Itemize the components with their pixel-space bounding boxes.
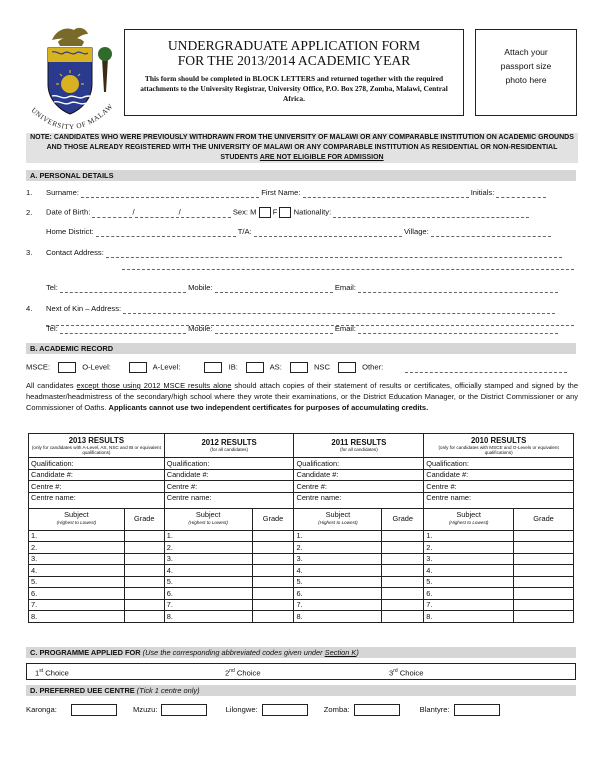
centre-cell[interactable]: Centre #: [29, 481, 165, 493]
section-c-title: C. PROGRAMME APPLIED FOR [30, 648, 143, 657]
grade-cell[interactable] [382, 576, 424, 588]
second-choice-field[interactable] [281, 664, 381, 679]
subject-cell[interactable]: 6. [294, 588, 382, 600]
centre-name-cell[interactable]: Centre name: [294, 492, 424, 508]
sex-female-checkbox[interactable] [279, 207, 291, 218]
grade-cell[interactable] [514, 588, 574, 600]
msce-checkbox[interactable] [58, 362, 76, 373]
subject-cell[interactable]: 3. [29, 553, 125, 565]
para-start: All candidates [26, 381, 77, 390]
grade-cell[interactable] [252, 611, 294, 623]
subject-cell[interactable]: 5. [164, 576, 252, 588]
para-bold: Applicants cannot use two independent certificates for purposes of accumulating credits. [108, 403, 429, 412]
as-label: AS: [269, 362, 282, 372]
sex-male-checkbox[interactable] [259, 207, 271, 218]
uee-centre-row [26, 703, 582, 717]
svg-text:UNIVERSITY OF MALAWI [22, 22, 115, 131]
item-number: 1. [26, 188, 33, 197]
nsc-label: NSC [313, 362, 330, 372]
note-text: NOTE: CANDIDATES WHO WERE PREVIOUSLY WITHDRAWN FROM THE UNIVERSITY OF MALAWI OR ANY COMPARABLE INSTITUTION ON ACADEMIC GROUNDS AND THOSE ALREADY REGISTERED WITH THE UNIVERSITY OF MALAWI OR ANY COMPARABLE INSTITUTION AS RESIDENTIAL OR NON-RESIDENTIAL STUDENTS [30, 134, 574, 161]
next-of-kin-row [26, 304, 582, 314]
grade-cell[interactable] [252, 553, 294, 565]
grade-cell[interactable] [252, 530, 294, 542]
sex-female-label: F [272, 207, 278, 217]
other-field[interactable] [405, 365, 567, 373]
grade-cell[interactable] [124, 542, 164, 554]
next-of-kin-field[interactable] [123, 306, 555, 314]
subject-row [29, 530, 574, 542]
kin-tel-label: Tel: [46, 324, 58, 333]
subject-header: Subject (Highest to Lowest) [29, 508, 125, 530]
ta-field[interactable] [254, 229, 402, 237]
grade-cell[interactable] [124, 599, 164, 611]
kin-mobile-label: Mobile: [188, 324, 213, 333]
candidate-cell[interactable]: Candidate #: [164, 469, 294, 481]
grade-header: Grade [252, 508, 294, 530]
grade-cell[interactable] [124, 530, 164, 542]
subject-cell[interactable]: 2. [29, 542, 125, 554]
a-level-label: A-Level: [152, 362, 181, 372]
eligibility-note [26, 133, 578, 163]
subject-cell[interactable]: 8. [29, 611, 125, 623]
dob-day-field[interactable] [92, 210, 132, 218]
grade-cell[interactable] [382, 530, 424, 542]
results-2010-header: 2010 RESULTS (only for candidates with MSCE and O-Levels or equivalent qualifications) [424, 434, 574, 458]
third-choice-label: 3rd Choice [389, 668, 424, 678]
candidate-cell[interactable]: Candidate #: [29, 469, 165, 481]
grade-cell[interactable] [252, 565, 294, 577]
mobile-label: Mobile: [188, 283, 213, 292]
photo-box-text: Attach your passport size photo here [500, 47, 552, 85]
a-level-checkbox[interactable] [204, 362, 222, 373]
grade-cell[interactable] [382, 611, 424, 623]
grade-cell[interactable] [514, 553, 574, 565]
mzuzu-checkbox[interactable] [161, 704, 207, 716]
centre-name-cell[interactable]: Centre name: [29, 492, 165, 508]
subject-cell[interactable]: 5. [424, 576, 514, 588]
lilongwe-label: Lilongwe: [225, 705, 258, 714]
blantyre-checkbox[interactable] [454, 704, 500, 716]
second-choice-label: 2nd Choice [225, 668, 261, 678]
section-c-note-end: ) [356, 648, 359, 657]
first-choice-label: 1st Choice [35, 668, 69, 678]
qualification-row [29, 458, 574, 470]
subject-header-row [29, 508, 574, 530]
next-of-kin-label: Next of Kin – Address: [46, 304, 122, 313]
centre-cell[interactable]: Centre #: [294, 481, 424, 493]
karonga-label: Karonga: [26, 705, 57, 714]
contact-address-field-2[interactable] [122, 262, 574, 270]
item-number: 3. [26, 248, 33, 257]
subject-cell[interactable]: 3. [424, 553, 514, 565]
subject-cell[interactable]: 8. [424, 611, 514, 623]
grade-cell[interactable] [514, 576, 574, 588]
results-2012-header: 2012 RESULTS (for all candidates) [164, 434, 294, 458]
as-checkbox[interactable] [290, 362, 308, 373]
subject-cell[interactable]: 8. [164, 611, 252, 623]
subject-cell[interactable]: 1. [164, 530, 252, 542]
grade-cell[interactable] [514, 530, 574, 542]
grade-cell[interactable] [514, 542, 574, 554]
grade-header: Grade [514, 508, 574, 530]
subject-cell[interactable]: 2. [164, 542, 252, 554]
subject-cell[interactable]: 1. [294, 530, 382, 542]
subject-cell[interactable]: 7. [29, 599, 125, 611]
results-2011-header: 2011 RESULTS (for all candidates) [294, 434, 424, 458]
grade-cell[interactable] [124, 588, 164, 600]
subject-cell[interactable]: 7. [164, 599, 252, 611]
certificates-paragraph [26, 380, 578, 413]
grade-cell[interactable] [252, 576, 294, 588]
para-middle: should attach copies of their statement of results or certificates, officially stamped and signed by the headmaster/headmistress of the secondary/high school where they wrote their examinations, or the District Education Manager, or the District Commissioner or any Commissioner of Oaths. [26, 381, 578, 412]
results-2013-header: 2013 RESULTS (only for candidates with A-Level, AS, NSC and IB or equivalent qualifications) [29, 434, 165, 458]
ib-label: IB: [228, 362, 238, 372]
section-d-title: D. PREFERRED UEE CENTRE [30, 686, 137, 695]
programme-choices-row [26, 663, 576, 680]
subject-cell[interactable]: 1. [424, 530, 514, 542]
karonga-checkbox[interactable] [71, 704, 117, 716]
initials-field[interactable] [496, 190, 546, 198]
nsc-checkbox[interactable] [338, 362, 356, 373]
o-level-label: O-Level: [82, 362, 111, 372]
grade-cell[interactable] [124, 553, 164, 565]
subject-header: Subject (Highest to Lowest) [294, 508, 382, 530]
dob-label: Date of Birth: [46, 207, 91, 217]
initials-label: Initials: [470, 188, 495, 197]
subject-cell[interactable]: 3. [164, 553, 252, 565]
item-number: 2. [26, 207, 33, 217]
centre-name-cell[interactable]: Centre name: [424, 492, 574, 508]
subject-header: Subject (Highest to Lowest) [424, 508, 514, 530]
subject-cell[interactable]: 8. [294, 611, 382, 623]
kin-phone-row [26, 324, 582, 334]
email-field[interactable] [358, 285, 558, 293]
subject-cell[interactable]: 5. [294, 576, 382, 588]
dob-year-field[interactable] [181, 210, 231, 218]
grade-cell[interactable] [252, 588, 294, 600]
results-table [28, 433, 574, 623]
centre-name-row [29, 492, 574, 508]
lilongwe-checkbox[interactable] [262, 704, 308, 716]
grade-cell[interactable] [514, 611, 574, 623]
nationality-label: Nationality: [293, 207, 332, 217]
qualification-type-row [26, 362, 582, 373]
village-label: Village: [403, 227, 429, 236]
grade-cell[interactable] [382, 542, 424, 554]
form-title-line-1: UNDERGRADUATE APPLICATION FORM [167, 38, 421, 53]
subject-cell[interactable]: 2. [294, 542, 382, 554]
header-title-box [124, 29, 464, 116]
section-c-note: (Use the corresponding abbreviated codes given under [142, 648, 325, 657]
grade-cell[interactable] [382, 553, 424, 565]
qualification-cell[interactable]: Qualification: [29, 458, 165, 470]
subject-cell[interactable]: 2. [424, 542, 514, 554]
first-choice-field[interactable] [77, 664, 217, 679]
tel-field[interactable] [60, 285, 186, 293]
grade-cell[interactable] [124, 611, 164, 623]
qualification-cell[interactable]: Qualification: [294, 458, 424, 470]
blantyre-label: Blantyre: [419, 705, 450, 714]
grade-cell[interactable] [382, 599, 424, 611]
contact-address-field-1[interactable] [106, 250, 562, 258]
village-field[interactable] [431, 229, 551, 237]
section-b-header: B. ACADEMIC RECORD [26, 343, 576, 354]
msce-label: MSCE: [26, 362, 51, 372]
zomba-label: Zomba: [323, 705, 350, 714]
dob-month-field[interactable] [135, 210, 179, 218]
results-header-row [29, 434, 574, 458]
section-c-header [26, 647, 576, 658]
mzuzu-label: Mzuzu: [132, 705, 158, 714]
subject-row [29, 576, 574, 588]
sex-label: Sex: M [232, 207, 257, 217]
section-d-note: (Tick 1 centre only) [136, 686, 200, 695]
subject-row [29, 611, 574, 623]
subject-cell[interactable]: 7. [294, 599, 382, 611]
subject-cell[interactable]: 6. [424, 588, 514, 600]
grade-cell[interactable] [514, 599, 574, 611]
subject-row [29, 599, 574, 611]
other-label: Other: [362, 362, 384, 372]
third-choice-field[interactable] [441, 664, 571, 679]
kin-email-field[interactable] [358, 326, 558, 334]
kin-mobile-field[interactable] [215, 326, 333, 334]
grade-header: Grade [124, 508, 164, 530]
centre-name-cell[interactable]: Centre name: [164, 492, 294, 508]
tel-label: Tel: [46, 283, 58, 292]
subject-cell[interactable]: 5. [29, 576, 125, 588]
grade-header: Grade [382, 508, 424, 530]
candidate-row [29, 469, 574, 481]
contact-phone-row [26, 283, 582, 293]
note-emphasis: ARE NOT ELIGIBLE FOR ADMISSION [259, 154, 384, 161]
surname-row [26, 188, 582, 198]
surname-label: Surname: [46, 188, 79, 197]
nationality-field[interactable] [333, 210, 529, 218]
home-district-field[interactable] [96, 229, 236, 237]
photo-box[interactable] [475, 29, 577, 116]
contact-address-label: Contact Address: [46, 248, 104, 257]
subject-cell[interactable]: 4. [294, 565, 382, 577]
item-number: 4. [26, 304, 33, 313]
para-underlined: except those using 2012 MSCE results alone [76, 381, 232, 390]
contact-address-row [26, 248, 582, 258]
form-instructions: This form should be completed in BLOCK LETTERS and returned together with the required attachments to the University Registrar, University Office, P.O. Box 278, Zomba, Malawi, Central Africa. [140, 74, 448, 103]
section-k-link[interactable]: Section K [324, 648, 357, 657]
grade-cell[interactable] [252, 542, 294, 554]
qualification-cell[interactable]: Qualification: [424, 458, 574, 470]
kin-email-label: Email: [334, 324, 356, 333]
candidate-cell[interactable]: Candidate #: [294, 469, 424, 481]
centre-cell[interactable]: Centre #: [164, 481, 294, 493]
subject-cell[interactable]: 6. [164, 588, 252, 600]
subject-cell[interactable]: 1. [29, 530, 125, 542]
home-district-label: Home District: [46, 227, 94, 236]
first-name-label: First Name: [261, 188, 301, 197]
grade-cell[interactable] [382, 565, 424, 577]
grade-cell[interactable] [514, 565, 574, 577]
grade-cell[interactable] [124, 565, 164, 577]
logo-text: UNIVERSITY OF MALAW [29, 102, 115, 132]
subject-row [29, 542, 574, 554]
mobile-field[interactable] [215, 285, 333, 293]
grade-cell[interactable] [252, 599, 294, 611]
subject-cell[interactable]: 4. [29, 565, 125, 577]
email-label: Email: [334, 283, 356, 292]
subject-cell[interactable]: 7. [424, 599, 514, 611]
section-a-header: A. PERSONAL DETAILS [26, 170, 576, 181]
grade-cell[interactable] [124, 576, 164, 588]
subject-row [29, 588, 574, 600]
qualification-cell[interactable]: Qualification: [164, 458, 294, 470]
dob-row: 2. Date of Birth: / / Sex: M F Nationality: [26, 207, 582, 218]
o-level-checkbox[interactable] [129, 362, 147, 373]
district-row [26, 227, 582, 237]
first-name-field[interactable] [303, 190, 469, 198]
subject-cell[interactable]: 4. [164, 565, 252, 577]
centre-cell[interactable]: Centre #: [424, 481, 574, 493]
kin-tel-field[interactable] [60, 326, 186, 334]
ib-checkbox[interactable] [246, 362, 264, 373]
ta-label: T/A: [237, 227, 252, 236]
subject-header: Subject (Highest to Lowest) [164, 508, 252, 530]
subject-cell[interactable]: 3. [294, 553, 382, 565]
subject-cell[interactable]: 4. [424, 565, 514, 577]
surname-field[interactable] [81, 190, 259, 198]
university-logo [22, 22, 118, 144]
candidate-cell[interactable]: Candidate #: [424, 469, 574, 481]
section-d-header [26, 685, 576, 696]
form-title-line-2: FOR THE 2013/2014 ACADEMIC YEAR [177, 53, 411, 68]
subject-row [29, 553, 574, 565]
subject-cell[interactable]: 6. [29, 588, 125, 600]
grade-cell[interactable] [382, 588, 424, 600]
zomba-checkbox[interactable] [354, 704, 400, 716]
centre-row [29, 481, 574, 493]
subject-row [29, 565, 574, 577]
